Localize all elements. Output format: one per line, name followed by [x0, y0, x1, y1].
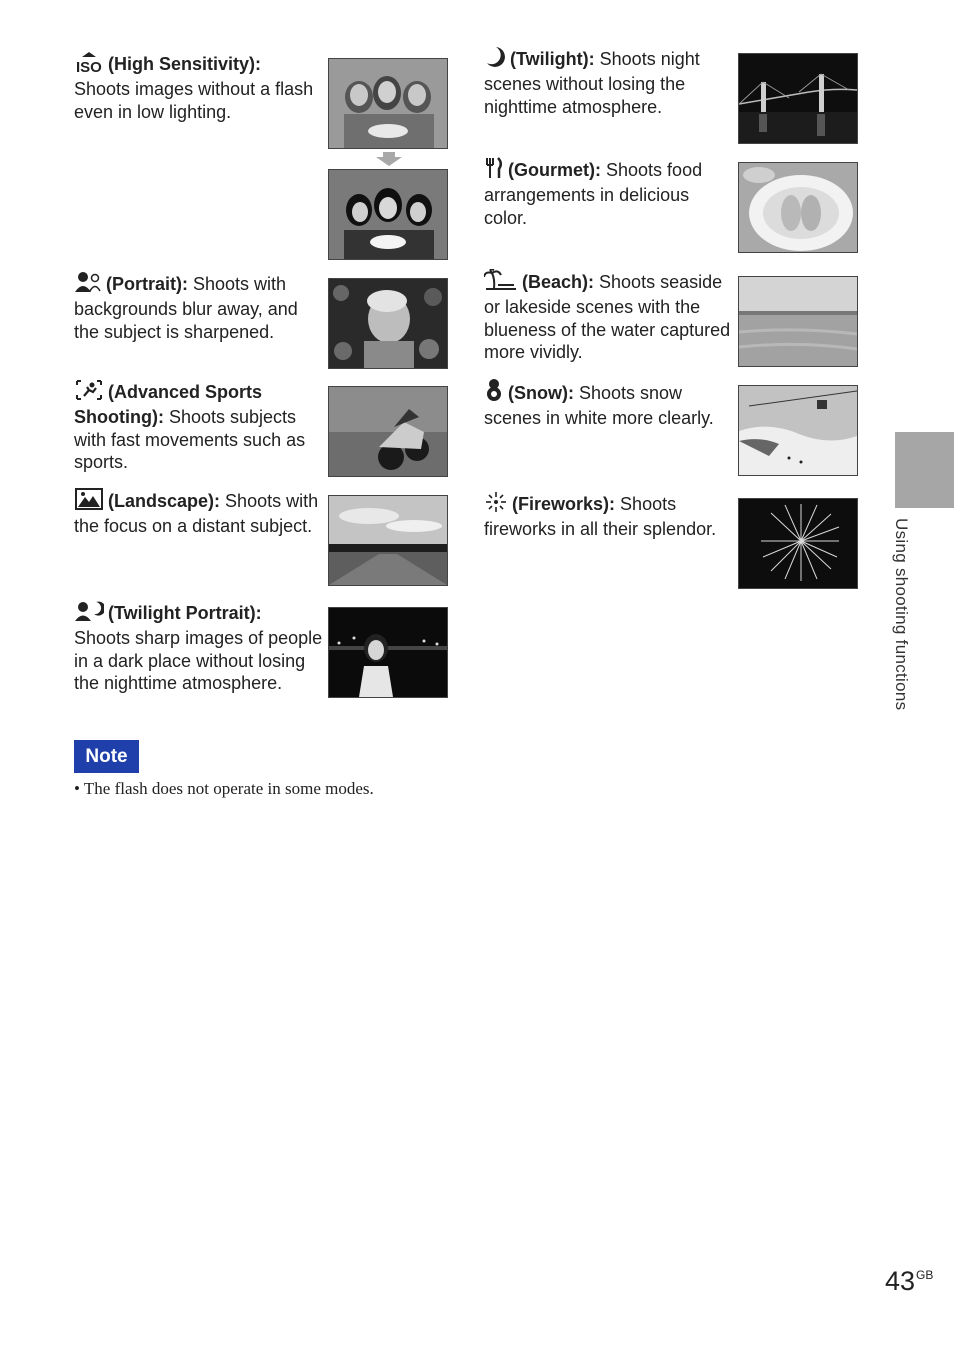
entry-snow [484, 378, 744, 430]
beach-photo [738, 276, 858, 367]
side-tab-label: Using shooting functions [892, 518, 911, 711]
fireworks-photo [738, 498, 858, 589]
fork-knife-icon [484, 157, 504, 184]
entry-title: (Gourmet): [508, 160, 601, 180]
entry-title: (Portrait): [106, 274, 188, 294]
twilight-photo [738, 53, 858, 144]
high-sensitivity-after-photo [328, 169, 448, 260]
entry-title: (Twilight Portrait): [108, 603, 262, 623]
entry-title: (Landscape): [108, 491, 221, 511]
entry-title: (High Sensitivity): [108, 54, 262, 74]
entry-high-sensitivity [74, 51, 324, 123]
entry-twilight [484, 46, 734, 118]
entry-title: (Twilight): [510, 49, 595, 69]
beach-icon [484, 269, 518, 296]
entry-description: Shoots seaside or lakeside scenes with the blueness of the water captured more vividly. [484, 272, 731, 362]
note-text: The flash does not operate in some modes. [83, 779, 374, 798]
landscape-icon [74, 488, 104, 515]
entry-title: (Fireworks): [512, 494, 616, 514]
twilight-portrait-icon [74, 600, 104, 627]
page-number-suffix: GB [916, 1268, 934, 1282]
high-sensitivity-before-photo [328, 58, 448, 149]
side-tab-marker [895, 432, 954, 508]
entry-title: (Snow): [508, 383, 574, 403]
advanced-sports-photo [328, 386, 448, 477]
iso-icon [74, 51, 104, 78]
landscape-photo [328, 495, 448, 586]
portrait-photo [328, 278, 448, 369]
entry-description: Shoots night scenes without losing the nighttime atmosphere. [484, 49, 700, 117]
note-badge: Note [74, 740, 139, 773]
page-number [885, 1266, 933, 1297]
entry-fireworks [484, 491, 734, 541]
entry-landscape [74, 488, 326, 538]
page-number-value: 43 [885, 1266, 916, 1296]
gourmet-photo [738, 162, 858, 253]
entry-beach [484, 269, 736, 363]
twilight-portrait-photo [328, 607, 448, 698]
sports-icon [74, 379, 104, 406]
entry-title: (Beach): [522, 272, 595, 292]
portrait-icon [74, 271, 102, 298]
entry-description: Shoots subjects with fast movements such as sports. [74, 407, 306, 472]
entry-description: Shoots images without a flash even in low lighting. [74, 79, 314, 122]
entry-title: (Advanced Sports Shooting): [74, 382, 263, 428]
snow-photo [738, 385, 858, 476]
entry-description: Shoots food arrangements in delicious color. [484, 160, 703, 228]
entry-description: Shoots sharp images of people in a dark place without losing the nighttime atmosphere. [74, 628, 323, 693]
note-bullet [74, 779, 374, 799]
svg-text:ISO: ISO [76, 59, 102, 73]
entry-portrait [74, 271, 326, 343]
entry-advanced-sports [74, 379, 326, 473]
entry-gourmet [484, 157, 734, 229]
moon-icon [484, 46, 506, 73]
entry-description: Shoots with backgrounds blur away, and the subject is sharpened. [74, 274, 298, 342]
entry-description: Shoots with the focus on a distant subject. [74, 491, 319, 537]
entry-description: Shoots fireworks in all their splendor. [484, 494, 717, 540]
fireworks-icon [484, 491, 508, 518]
snowman-icon [484, 378, 504, 407]
bullet-icon: • [74, 779, 80, 798]
entry-twilight-portrait [74, 600, 326, 694]
entry-description: Shoots snow scenes in white more clearly. [484, 383, 714, 429]
